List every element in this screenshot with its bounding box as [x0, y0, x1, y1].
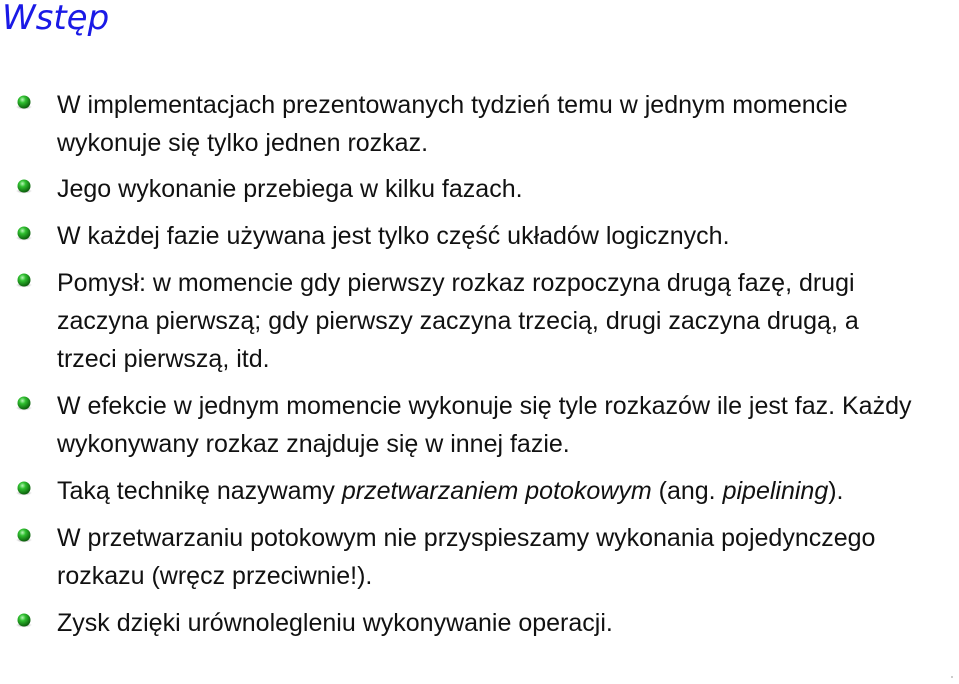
bullet-text: W przetwarzaniu potokowym nie przyspieszamy wykonania pojedynczego rozkazu (wręcz przeciwnie!). — [57, 524, 876, 590]
bullet-text — [57, 477, 844, 505]
term-emphasis: przetwarzaniem potokowym — [341, 477, 652, 505]
slide-title: Wstęp — [2, 0, 110, 38]
bullet-text: W implementacjach prezentowanych tydzień temu w jednym momencie wykonuje się tylko jednen rozkaz. — [57, 91, 848, 157]
green-ball-bullet-icon — [14, 178, 36, 194]
bullet-text: Jego wykonanie przebiega w kilku fazach. — [57, 175, 523, 203]
bullet-item — [0, 387, 959, 463]
corner-mark — [951, 676, 953, 678]
term-emphasis: pipelining — [722, 477, 829, 505]
bullet-text-part: ). — [828, 477, 844, 505]
bullet-item — [0, 519, 959, 595]
bullet-text: Zysk dzięki urównolegleniu wykonywanie operacji. — [57, 609, 613, 637]
bullet-item — [0, 170, 959, 208]
bullet-text-part: (ang. — [651, 477, 723, 505]
bullet-text: Pomysł: w momencie gdy pierwszy rozkaz rozpoczyna drugą fazę, drugi zaczyna pierwszą; gdy pierwszy zaczyna trzecią, drugi zaczyna drugą, a trzeci pierwszą, itd. — [57, 269, 859, 373]
green-ball-bullet-icon — [14, 94, 36, 110]
bullet-text: W efekcie w jednym momencie wykonuje się tyle rozkazów ile jest faz. Każdy wykonywany rozkaz znajduje się w innej fazie. — [57, 392, 912, 458]
green-ball-bullet-icon — [14, 272, 36, 288]
bullet-item — [0, 217, 959, 255]
bullet-item — [0, 264, 959, 378]
bullet-text: W każdej fazie używana jest tylko część układów logicznych. — [57, 222, 730, 250]
bullet-item — [0, 604, 959, 642]
bullet-list — [0, 86, 959, 651]
green-ball-bullet-icon — [14, 527, 36, 543]
green-ball-bullet-icon — [14, 225, 36, 241]
bullet-item — [0, 86, 959, 162]
green-ball-bullet-icon — [14, 612, 36, 628]
green-ball-bullet-icon — [14, 395, 36, 411]
bullet-item — [0, 472, 959, 510]
bullet-text-part: Taką technikę nazywamy — [57, 477, 342, 505]
green-ball-bullet-icon — [14, 480, 36, 496]
